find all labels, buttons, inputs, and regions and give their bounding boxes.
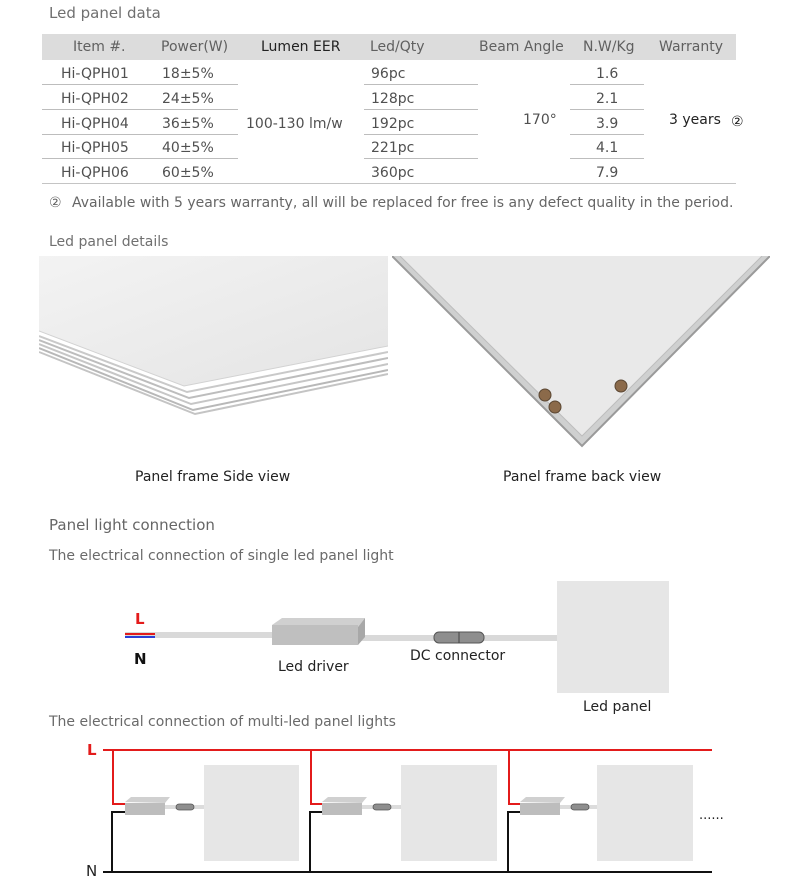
- table-rule: [42, 158, 238, 159]
- table-cell-power: 24±5%: [162, 91, 214, 107]
- led-driver-label: Led driver: [278, 659, 349, 675]
- table-rule: [364, 158, 478, 159]
- table-cell-weight: 3.9: [596, 116, 619, 132]
- table-rule: [42, 84, 238, 85]
- table-cell-led: 360pc: [371, 165, 415, 181]
- table-rule: [364, 84, 478, 85]
- table-cell-led: 192pc: [371, 116, 415, 132]
- note-mark: ②: [49, 195, 62, 211]
- back-view-caption: Panel frame back view: [503, 469, 662, 485]
- table-rule: [570, 158, 644, 159]
- header-power: Power(W): [161, 39, 229, 55]
- table-rule: [570, 84, 644, 85]
- single-live-label: L: [135, 610, 145, 628]
- multi-neutral-label: N: [86, 862, 98, 880]
- details-section-title: Led panel details: [49, 234, 169, 250]
- table-cell-weight: 4.1: [596, 140, 619, 156]
- table-cell-power: 18±5%: [162, 66, 214, 82]
- data-section-title: Led panel data: [49, 4, 161, 22]
- header-item: Item #.: [73, 39, 126, 55]
- connection-section-title: Panel light connection: [49, 516, 215, 534]
- single-connection-title: The electrical connection of single led panel light: [49, 548, 394, 564]
- table-cell-led: 96pc: [371, 66, 406, 82]
- table-cell-power: 40±5%: [162, 140, 214, 156]
- table-header: [42, 34, 736, 60]
- table-cell-lumen: 100-130 lm/w: [246, 116, 343, 132]
- warranty-footnote-mark: ②: [731, 114, 744, 130]
- more-panels-ellipsis: ......: [699, 808, 724, 823]
- table-cell-beam: 170°: [523, 112, 557, 128]
- warranty-note: [49, 195, 733, 211]
- table-rule: [570, 134, 644, 135]
- single-connection-diagram: [0, 575, 800, 715]
- table-cell-item: Hi-QPH01: [61, 66, 129, 82]
- header-net-weight: N.W/Kg: [583, 39, 635, 55]
- table-bottom-rule: [42, 183, 736, 184]
- table-cell-item: Hi-QPH06: [61, 165, 129, 181]
- table-cell-item: Hi-QPH05: [61, 140, 129, 156]
- note-text: Available with 5 years warranty, all will be replaced for free is any defect quality in the period.: [72, 195, 734, 211]
- table-cell-item: Hi-QPH02: [61, 91, 129, 107]
- table-cell-weight: 2.1: [596, 91, 619, 107]
- panel-back-view-photo: [392, 256, 770, 453]
- table-rule: [570, 109, 644, 110]
- table-cell-weight: 1.6: [596, 66, 619, 82]
- header-lumen: Lumen EER: [261, 39, 341, 55]
- single-neutral-label: N: [134, 650, 147, 668]
- header-led-qty: Led/Qty: [370, 39, 425, 55]
- table-rule: [42, 134, 238, 135]
- header-beam-angle: Beam Angle: [479, 39, 564, 55]
- multi-live-label: L: [87, 741, 97, 759]
- table-cell-weight: 7.9: [596, 165, 619, 181]
- led-panel-label: Led panel: [583, 699, 652, 715]
- table-rule: [364, 134, 478, 135]
- table-rule: [364, 109, 478, 110]
- panel-side-view-photo: [39, 256, 388, 453]
- multi-connection-title: The electrical connection of multi-led panel lights: [49, 714, 396, 730]
- table-rule: [42, 109, 238, 110]
- header-warranty: Warranty: [659, 39, 724, 55]
- table-cell-item: Hi-QPH04: [61, 116, 129, 132]
- dc-connector-label: DC connector: [410, 648, 506, 664]
- table-cell-led: 221pc: [371, 140, 415, 156]
- table-cell-power: 36±5%: [162, 116, 214, 132]
- side-view-caption: Panel frame Side view: [135, 469, 291, 485]
- multi-connection-diagram: [0, 740, 800, 881]
- table-cell-warranty: 3 years: [669, 112, 721, 128]
- table-cell-power: 60±5%: [162, 165, 214, 181]
- table-cell-led: 128pc: [371, 91, 415, 107]
